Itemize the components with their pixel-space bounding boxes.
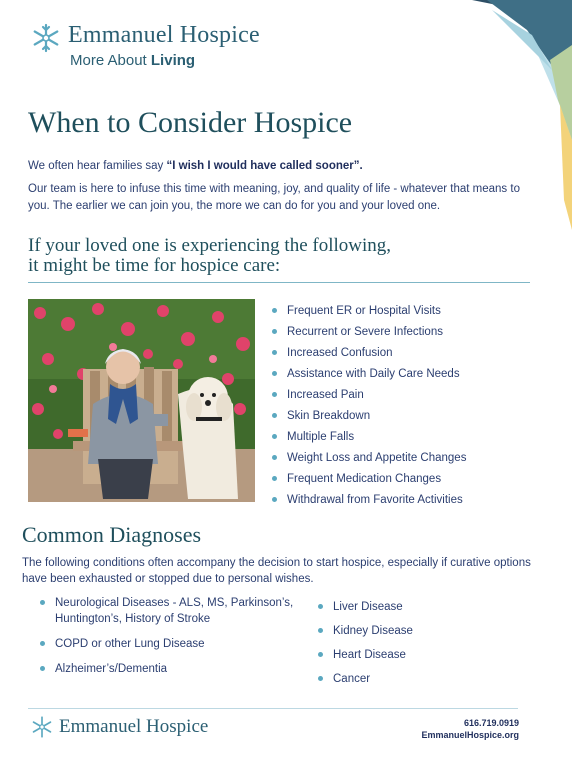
snowflake-icon — [30, 715, 54, 739]
list-item — [272, 321, 466, 342]
diagnoses-list-left — [40, 595, 310, 686]
bullet-dot-icon — [318, 628, 323, 633]
bullet-dot-icon — [272, 392, 277, 397]
intro-quote — [28, 160, 538, 172]
bullet-dot-icon — [272, 308, 277, 313]
bullet-dot-icon — [272, 413, 277, 418]
diagnoses-heading: Common Diagnoses — [22, 522, 202, 547]
list-item — [272, 489, 466, 510]
bullet-dot-icon — [40, 641, 45, 646]
diagnoses-intro: The following conditions often accompany the decision to start hospice, especially if curative options have been exhausted or stopped due to personal wishes. — [22, 557, 531, 585]
bullet-dot-icon — [318, 676, 323, 681]
bullet-dot-icon — [318, 604, 323, 609]
sign-text: Increased Pain — [287, 388, 364, 401]
list-item — [272, 300, 466, 321]
footer-contact — [421, 717, 519, 741]
list-item — [272, 405, 466, 426]
signs-heading-line1: If your loved one is experiencing the following, — [28, 235, 392, 256]
brand-tagline — [70, 52, 260, 69]
diagnosis-text: Liver Disease — [333, 601, 403, 613]
list-item — [272, 426, 466, 447]
bullet-dot-icon — [272, 497, 277, 502]
diagnosis-text: Cancer — [333, 673, 371, 685]
footer-divider — [28, 708, 518, 709]
footer-brand-name: Emmanuel Hospice — [59, 716, 209, 737]
diagnosis-text: Heart Disease — [333, 649, 406, 661]
website-link[interactable]: EmmanuelHospice.org — [421, 730, 519, 740]
diagnosis-text: Kidney Disease — [333, 625, 413, 637]
diagnosis-text: COPD or other Lung Disease — [55, 638, 205, 650]
bullet-dot-icon — [40, 600, 45, 605]
list-item — [272, 447, 466, 468]
list-item — [40, 636, 310, 652]
sign-text: Weight Loss and Appetite Changes — [287, 451, 467, 464]
sign-text: Multiple Falls — [287, 430, 355, 443]
bullet-dot-icon — [272, 455, 277, 460]
list-item — [272, 342, 466, 363]
tagline-regular: More About — [70, 52, 151, 69]
diagnosis-text: Alzheimer’s/Dementia — [55, 663, 168, 675]
signs-list — [272, 300, 466, 510]
tagline-bold: Living — [150, 52, 196, 69]
intro-paragraph: Our team is here to infuse this time with meaning, joy, and quality of life - whatever that means to you. The earlier we can join you, the more we can do for you and your loved one. — [28, 183, 520, 212]
diagnosis-text: Neurological Diseases - ALS, MS, Parkinson’s, Huntington’s, History of Stroke — [55, 597, 294, 625]
intro-regular: We often hear families say — [28, 160, 167, 172]
list-item — [40, 595, 310, 627]
bullet-dot-icon — [318, 652, 323, 657]
bullet-dot-icon — [272, 329, 277, 334]
diagnoses-list-right — [318, 599, 413, 695]
photo-woman-with-dog — [28, 299, 255, 502]
phone-number[interactable]: 616.719.0919 — [463, 718, 519, 728]
sign-text: Recurrent or Severe Infections — [287, 325, 443, 338]
signs-heading — [28, 236, 488, 276]
bullet-dot-icon — [272, 476, 277, 481]
list-item — [318, 599, 413, 615]
list-item — [318, 671, 413, 687]
list-item — [40, 661, 310, 677]
brand-name: Emmanuel Hospice — [68, 22, 260, 48]
sign-text: Increased Confusion — [287, 346, 393, 359]
list-item — [272, 363, 466, 384]
brand-logo — [30, 22, 260, 69]
snowflake-icon — [30, 22, 62, 54]
section-divider — [28, 282, 530, 283]
bullet-dot-icon — [272, 350, 277, 355]
sign-text: Withdrawal from Favorite Activities — [287, 493, 463, 506]
list-item — [318, 647, 413, 663]
list-item — [272, 468, 466, 489]
bullet-dot-icon — [272, 434, 277, 439]
signs-heading-line2: it might be time for hospice care: — [28, 255, 281, 276]
footer-logo — [30, 715, 208, 739]
list-item — [318, 623, 413, 639]
intro-bold-quote: “I wish I would have called sooner”. — [166, 160, 363, 172]
sign-text: Frequent Medication Changes — [287, 472, 442, 485]
bullet-dot-icon — [272, 371, 277, 376]
sign-text: Frequent ER or Hospital Visits — [287, 304, 441, 317]
sign-text: Skin Breakdown — [287, 409, 371, 422]
list-item — [272, 384, 466, 405]
sign-text: Assistance with Daily Care Needs — [287, 367, 460, 380]
bullet-dot-icon — [40, 666, 45, 671]
page-title: When to Consider Hospice — [28, 106, 353, 139]
